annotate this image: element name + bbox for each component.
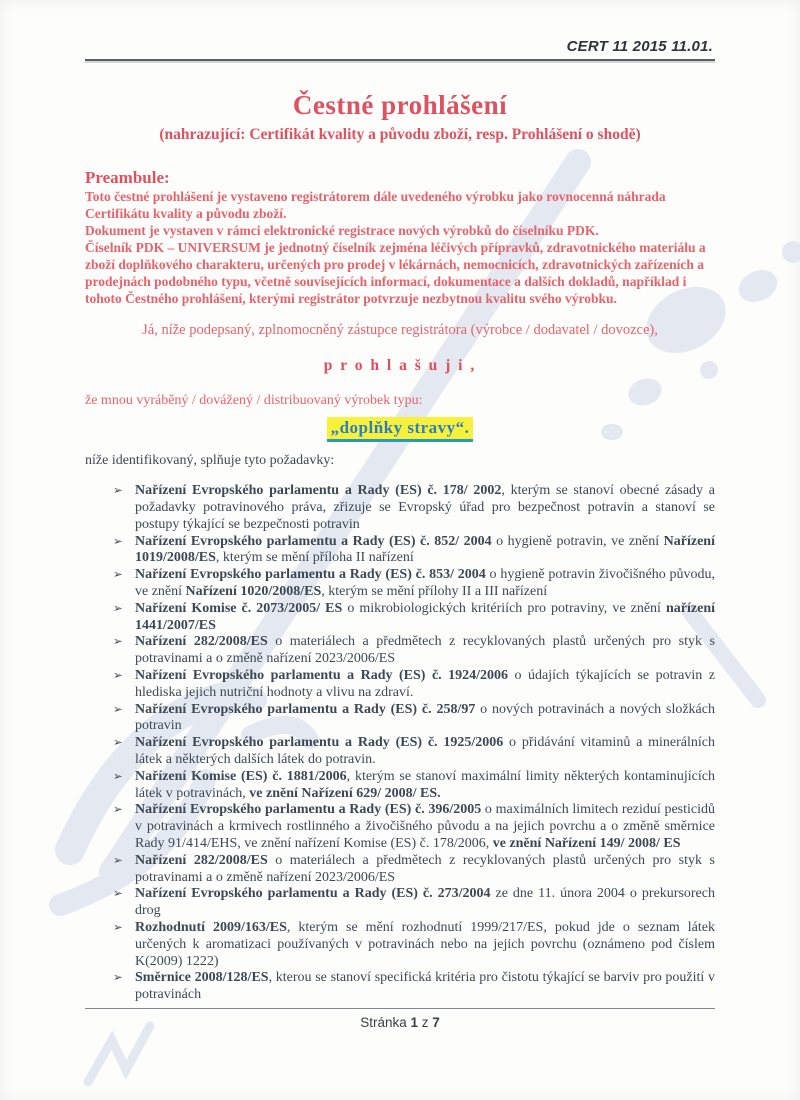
requirement-item	[85, 920, 715, 970]
requirement-text: Nařízení 282/2008/ES o materiálech a předmětech z recyklovaných plastů určených pro styk s potravinami a o změně nařízení 2023/2006/ES	[135, 634, 715, 667]
requirement-text: Nařízení Evropského parlamentu a Rady (ES) č. 396/2005 o maximálních limitech reziduí pesticidů v potravinách a krmivech rostlinného a živočišného původu a na jejich povrchu a o změně směrnice Rady 91/414/EHS, ve znění nařízení Komise (ES) č. 178/2006, ve znění Nařízení 149/ 2008/ ES	[135, 802, 715, 852]
requirement-item	[85, 534, 715, 568]
product-line: že mnou vyráběný / dovážený / distribuovaný výrobek typu:	[85, 393, 423, 409]
arrow-bullet-icon: ➢	[113, 770, 123, 783]
requirement-text: Nařízení Evropského parlamentu a Rady (ES) č. 178/ 2002, kterým se stanoví obecné zásady a požadavky potravinového práva, zřizuje se Evropský úřad pro bezpečnost potravin a stanoví se postupy týkající se bezpečnosti potravin	[135, 483, 715, 532]
preamble-paragraph: Dokument je vystaven v rámci elektronické registrace nových výrobků do číselníku PDK.	[85, 223, 599, 239]
arrow-bullet-icon: ➢	[113, 854, 123, 867]
doc-code: CERT 11 2015 11.01.	[566, 38, 713, 55]
requirement-text: Nařízení Komise (ES) č. 1881/2006, kterým se stanoví maximální limity některých kontaminujících látek v potravinách, ve znění Nařízení 629/ 2008/ ES.	[135, 768, 715, 801]
declaration-verb: p r o h l a š u j i ,	[323, 356, 477, 374]
requirement-text: Nařízení 282/2008/ES o materiálech a předmětech z recyklovaných plastů určených pro styk s potravinami a o změně nařízení 2023/2006/ES	[135, 852, 715, 885]
product-type-highlight: „doplňky stravy“.	[327, 417, 474, 442]
requirement-text: Rozhodnutí 2009/163/ES, kterým se mění rozhodnutí 1999/217/ES, pokud jde o seznam látek určených k aromatizaci používaných v potravinách nebo na jejich povrchu (oznámeno pod číslem K(2009) 1222)	[135, 920, 715, 969]
page-current: 1	[410, 1015, 418, 1030]
requirement-item	[85, 634, 715, 668]
preamble-section	[85, 168, 715, 307]
document-subtitle: (nahrazující: Certifikát kvality a původu zboží, resp. Prohlášení o shodě)	[159, 125, 641, 143]
page-footer	[85, 1008, 715, 1032]
footer-rule	[85, 1008, 715, 1009]
requirement-item	[85, 601, 715, 635]
requirement-item	[85, 735, 715, 769]
requirement-text: Nařízení Evropského parlamentu a Rady (ES) č. 852/ 2004 o hygieně potravin, ve znění Nařízení 1019/2008/ES, kterým se mění příloha II nařízení	[135, 533, 715, 566]
requirement-item	[85, 702, 715, 736]
arrow-bullet-icon: ➢	[113, 535, 123, 548]
requirements-list	[85, 483, 715, 1004]
requirement-item	[85, 853, 715, 887]
requirement-item	[85, 668, 715, 702]
requirement-item	[85, 567, 715, 601]
page-number	[85, 1014, 715, 1032]
arrow-bullet-icon: ➢	[113, 888, 123, 901]
preamble-heading: Preambule:	[85, 168, 170, 188]
arrow-bullet-icon: ➢	[113, 703, 123, 716]
requirement-text: Nařízení Evropského parlamentu a Rady (ES) č. 1924/2006 o údajích týkajících se potravin z hlediska jejich nutriční hodnoty a vlivu na zdraví.	[135, 668, 715, 700]
arrow-bullet-icon: ➢	[113, 485, 123, 498]
page-total: 7	[432, 1015, 440, 1030]
document-title: Čestné prohlášení	[292, 90, 508, 120]
arrow-bullet-icon: ➢	[113, 737, 123, 750]
requirements-intro: níže identifikovaný, splňuje tyto požadavky:	[85, 453, 335, 469]
arrow-bullet-icon: ➢	[113, 636, 123, 649]
requirement-text: Nařízení Komise č. 2073/2005/ ES o mikrobiologických kritériích pro potraviny, ve znění nařízení 1441/2007/ES	[135, 600, 715, 633]
requirement-text: Nařízení Evropského parlamentu a Rady (ES) č. 1925/2006 o přidávání vitaminů a minerálních látek a některých dalších látek do potravin.	[135, 735, 716, 768]
arrow-bullet-icon: ➢	[113, 804, 123, 817]
header-rule	[85, 59, 715, 61]
requirement-item	[85, 483, 715, 533]
arrow-bullet-icon: ➢	[113, 602, 123, 615]
requirement-text: Směrnice 2008/128/ES, kterou se stanoví specifická kritéria pro čistotu týkající se barviv pro použití v potravinách	[135, 970, 715, 1003]
requirement-item	[85, 970, 715, 1004]
page-label: Stránka	[360, 1015, 407, 1030]
requirement-item	[85, 769, 715, 803]
page-of-label: z	[421, 1015, 429, 1030]
requirement-text: Nařízení Evropského parlamentu a Rady (ES) č. 273/2004 ze dne 11. února 2004 o prekursorech drog	[135, 886, 715, 919]
requirement-item	[85, 886, 715, 920]
requirement-text: Nařízení Evropského parlamentu a Rady (ES) č. 258/97 o nových potravinách a nových složkách potravin	[135, 701, 715, 734]
requirement-text: Nařízení Evropského parlamentu a Rady (ES) č. 853/ 2004 o hygieně potravin živočišného původu, ve znění Nařízení 1020/2008/ES, kterým se mění přílohy II a III nařízení	[135, 567, 715, 600]
preamble-paragraph: Číselník PDK – UNIVERSUM je jednotný číselník zejména léčivých přípravků, zdravotnického materiálu a zboží doplňkového charakteru, určených pro prodej v lékárnách, nemocnicích, zdravotnických zařízeních a prodejnách podobného typu, včetně souvisejících informací, dokumentace a dalších dokladů, například i tohoto Čestného prohlášení, kterými registrátor potvrzuje nezbytnou kvalitu svého výrobku.	[85, 240, 706, 307]
declaration-intro: Já, níže podepsaný, zplnomocněný zástupce registrátora (výrobce / dodavatel / dovozce),	[142, 322, 658, 339]
preamble-paragraph: Toto čestné prohlášení je vystaveno registrátorem dále uvedeného výrobku jako rovnocenná náhrada Certifikátu kvality a původu zboží.	[85, 189, 666, 222]
requirement-item	[85, 802, 715, 852]
arrow-bullet-icon: ➢	[113, 569, 123, 582]
arrow-bullet-icon: ➢	[113, 972, 123, 985]
product-type-row	[85, 417, 715, 442]
arrow-bullet-icon: ➢	[113, 670, 123, 683]
arrow-bullet-icon: ➢	[113, 922, 123, 934]
